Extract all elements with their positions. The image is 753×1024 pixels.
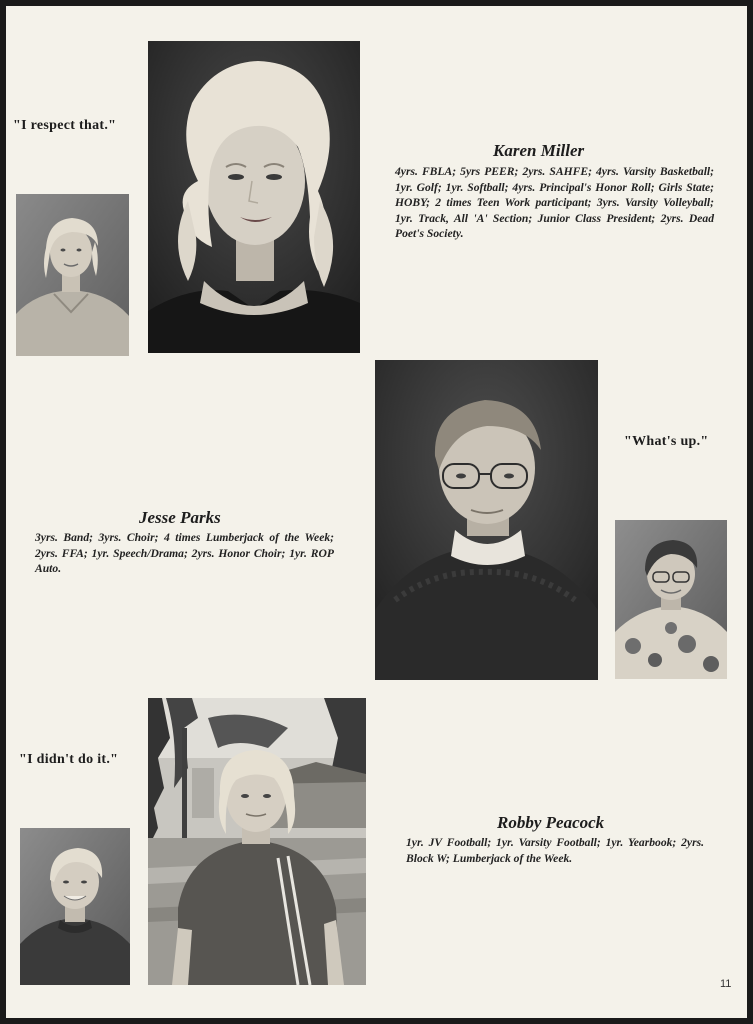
karen-childhood-photo [16, 194, 129, 356]
robby-childhood-photo [20, 828, 130, 985]
karen-name: Karen Miller [493, 141, 585, 160]
jesse-bio: 3yrs. Band; 3yrs. Choir; 4 times Lumberjack of the Week; 2yrs. FFA; 1yr. Speech/Drama; 2yrs. Honor Choir; 1yr. ROP Auto. [35, 531, 334, 575]
page-number: 11 [720, 978, 732, 990]
karen-bio: 4yrs. FBLA; 5yrs PEER; 2yrs. SAHFE; 4yrs. Varsity Basketball; 1yr. Golf; 1yr. Softball; 4yrs. Principal's Honor Roll; Girls State; HOBY; 2 times Teen Work participant; 3yrs. Varsity Volleyball; 1yr. Track, All 'A' Section; Junior Class President; 2yrs. Dead Poet's Society. [395, 165, 714, 240]
karen-quote: "I respect that." [13, 118, 117, 133]
jesse-senior-photo [375, 360, 598, 680]
robby-bio: 1yr. JV Football; 1yr. Varsity Football; 1yr. Yearbook; 2yrs. Block W; Lumberjack of the Week. [406, 836, 704, 865]
yearbook-page [6, 6, 747, 1018]
jesse-name: Jesse Parks [139, 508, 221, 527]
robby-name: Robby Peacock [497, 813, 605, 832]
jesse-quote: "What's up." [624, 434, 709, 449]
robby-quote: "I didn't do it." [19, 752, 119, 767]
jesse-childhood-photo [615, 520, 727, 679]
robby-senior-photo [148, 698, 366, 985]
karen-senior-photo [148, 41, 360, 353]
